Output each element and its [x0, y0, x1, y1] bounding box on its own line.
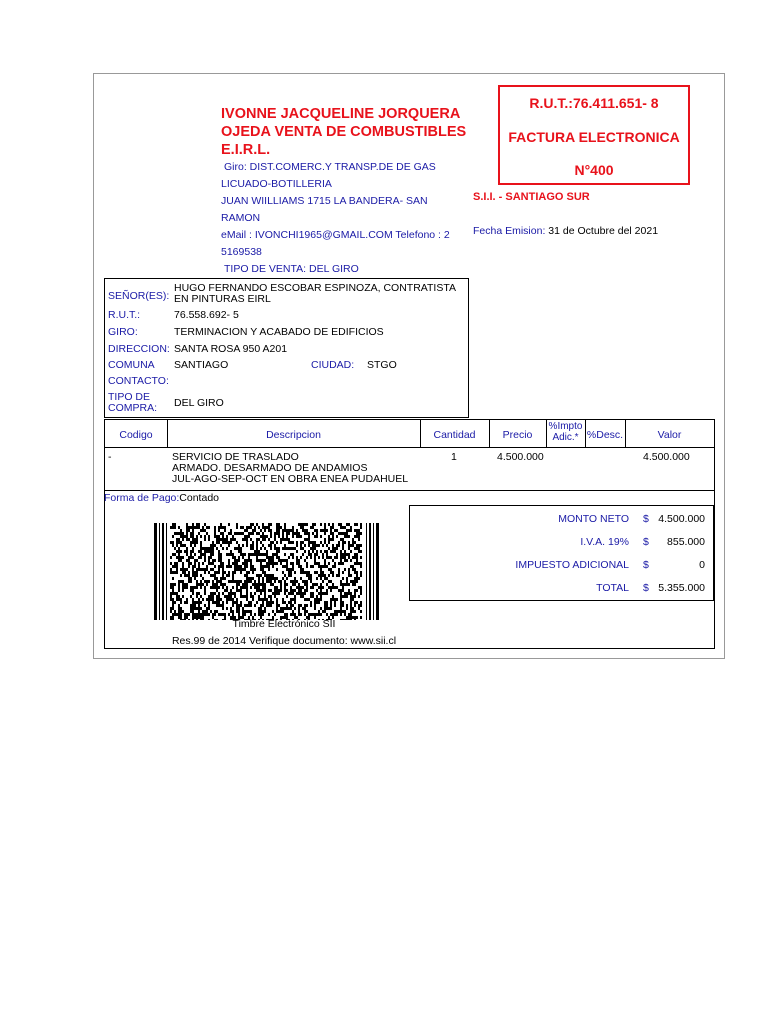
col-header-codigo: Codigo — [119, 429, 153, 441]
neto-currency: $ — [643, 513, 649, 525]
client-giro-label: GIRO: — [108, 326, 138, 338]
issuer-giro-line1: Giro: DIST.COMERC.Y TRANSP.DE DE GAS — [224, 161, 436, 173]
issuer-email-line1: eMail : IVONCHI1965@GMAIL.COM Telefono : 2 — [221, 229, 450, 241]
total-label: TOTAL — [596, 582, 629, 594]
totals-box — [409, 505, 714, 601]
iva-value: 855.000 — [667, 536, 705, 548]
document-rut: R.U.T.:76.411.651- 8 — [529, 95, 659, 111]
client-ciudad-value: STGO — [367, 359, 397, 371]
client-senor-line2: EN PINTURAS EIRL — [174, 293, 271, 305]
payment-label: Forma de Pago: — [104, 492, 180, 504]
document-type: FACTURA ELECTRONICA — [508, 129, 680, 145]
client-comuna-value: SANTIAGO — [174, 359, 229, 371]
client-comuna-label: COMUNA — [108, 359, 155, 371]
timbre-barcode — [154, 523, 379, 620]
client-tipo-label-line2: COMPRA: — [108, 402, 158, 414]
emission-date-label: Fecha Emision: — [473, 225, 546, 237]
issuer-name: IVONNE JACQUELINE JORQUERA OJEDA VENTA DE COMBUSTIBLES E.I.R.L. — [221, 106, 467, 158]
issuer-giro-line2: LICUADO-BOTILLERIA — [221, 178, 332, 190]
col-header-impto — [546, 421, 585, 443]
issuer-email-line2: 5169538 — [221, 246, 262, 258]
col-header-desc: %Desc. — [586, 429, 624, 441]
issuer-address-line2: RAMON — [221, 212, 261, 224]
client-direccion-label: DIRECCION: — [108, 343, 170, 355]
row-desc-line3: JUL-AGO-SEP-OCT EN OBRA ENEA PUDAHUEL — [172, 473, 409, 485]
client-rut-value: 76.558.692- 5 — [174, 309, 239, 321]
payment-value: Contado — [179, 492, 219, 504]
row-valor: 4.500.000 — [643, 451, 690, 463]
client-tipo-value: DEL GIRO — [174, 397, 224, 409]
client-senor-line1: HUGO FERNANDO ESCOBAR ESPINOZA, CONTRATISTA — [174, 282, 456, 294]
client-contacto-label: CONTACTO: — [108, 375, 169, 387]
emission-date — [473, 225, 658, 237]
neto-label: MONTO NETO — [558, 513, 629, 525]
total-value: 5.355.000 — [658, 582, 705, 594]
row-codigo: - — [108, 451, 112, 463]
issuer-tipo-venta: TIPO DE VENTA: DEL GIRO — [224, 263, 359, 275]
client-tipo-label-line1: TIPO DE — [108, 391, 151, 403]
client-giro-value: TERMINACION Y ACABADO DE EDIFICIOS — [174, 326, 384, 338]
iva-currency: $ — [643, 536, 649, 548]
neto-value: 4.500.000 — [658, 513, 705, 525]
emission-date-value: 31 de Octubre del 2021 — [548, 225, 659, 237]
col-header-descripcion: Descripcion — [266, 429, 321, 441]
adicional-currency: $ — [643, 559, 649, 571]
items-table — [104, 419, 715, 491]
row-desc-line1: SERVICIO DE TRASLADO — [172, 451, 299, 463]
col-header-impto-line1: %Impto — [548, 421, 583, 432]
issuer-address-line1: JUAN WIILLIAMS 1715 LA BANDERA- SAN — [221, 195, 428, 207]
document-number: N°400 — [574, 162, 614, 178]
adicional-label: IMPUESTO ADICIONAL — [515, 559, 629, 571]
col-header-precio: Precio — [502, 429, 533, 441]
col-header-cantidad: Cantidad — [433, 429, 476, 441]
adicional-value: 0 — [699, 559, 705, 571]
sii-office: S.I.I. - SANTIAGO SUR — [473, 191, 590, 203]
row-desc-line2: ARMADO. DESARMADO DE ANDAMIOS — [172, 462, 368, 474]
client-direccion-value: SANTA ROSA 950 A201 — [174, 343, 288, 355]
client-senor-label: SEÑOR(ES): — [108, 290, 170, 302]
client-rut-label: R.U.T.: — [108, 309, 141, 321]
client-info-box — [104, 278, 469, 418]
row-cantidad: 1 — [451, 451, 457, 463]
timbre-resolution: Res.99 de 2014 Verifique documento: www.sii.cl — [171, 635, 397, 647]
col-header-impto-line2: Adic.* — [552, 432, 579, 443]
col-header-valor: Valor — [657, 429, 682, 441]
iva-label: I.V.A. 19% — [580, 536, 629, 548]
client-ciudad-label: CIUDAD: — [311, 359, 355, 371]
payment-method — [104, 492, 219, 504]
row-precio: 4.500.000 — [497, 451, 544, 463]
document-id-box — [498, 85, 690, 185]
total-currency: $ — [643, 582, 649, 594]
timbre-caption: Timbre Electrónico SII — [232, 618, 336, 630]
